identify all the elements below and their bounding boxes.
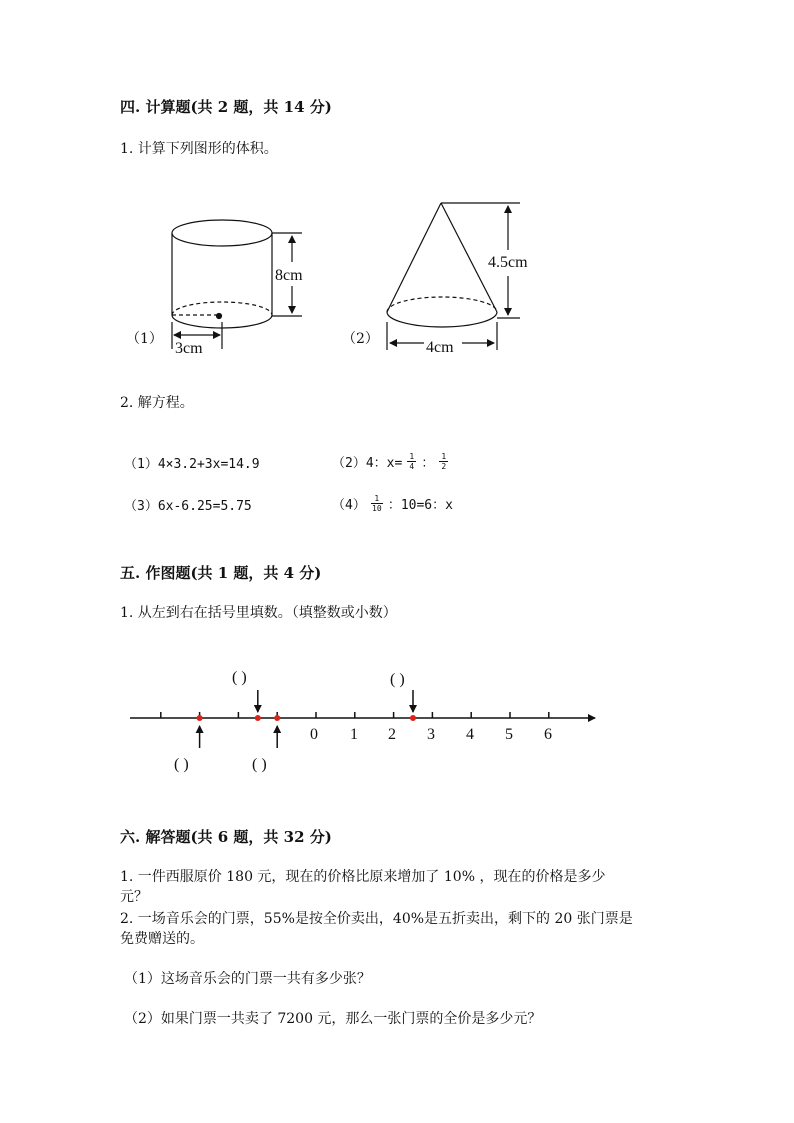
number-line-point xyxy=(274,715,280,721)
question-6-2-line-1: 2. 一场音乐会的门票，55%是按全价卖出，40%是五折卖出，剩下的 20 张门票是 xyxy=(120,911,633,927)
cone-index: （2） xyxy=(342,331,379,347)
tick-label: 1 xyxy=(350,726,358,743)
question-5-1: 1. 从左到右在括号里填数。（填整数或小数） xyxy=(120,605,397,621)
number-line-point xyxy=(255,715,261,721)
equation-4 xyxy=(332,489,453,517)
fraction-numerator: 1 xyxy=(374,493,380,503)
question-4-2: 2. 解方程。 xyxy=(120,395,194,411)
equation-1: （1）4×3.2+3x=14.9 xyxy=(124,457,260,472)
tick-label: 0 xyxy=(310,726,318,743)
cone-diameter-label: 4cm xyxy=(426,339,454,356)
tick-label: 5 xyxy=(505,726,513,743)
fraction-denominator: 2 xyxy=(441,461,447,471)
equation-2-fraction-2 xyxy=(439,452,448,471)
question-4-1: 1. 计算下列图形的体积。 xyxy=(120,141,278,157)
cone-base-back xyxy=(387,297,497,312)
equation-4-suffix: ：10=6：x xyxy=(387,497,453,513)
section-4-title: 四. 计算题(共 2 题，共 14 分) xyxy=(120,98,332,116)
cone-figure xyxy=(387,203,520,350)
equation-4-fraction xyxy=(371,494,383,513)
cylinder-index: （1） xyxy=(126,331,163,347)
blank-answer[interactable]: ( ) xyxy=(232,669,247,686)
equation-4-prefix: （4） xyxy=(332,497,366,513)
number-line-point xyxy=(197,715,203,721)
tick-label: 3 xyxy=(427,726,435,743)
number-line-point xyxy=(410,715,416,721)
blank-answer[interactable]: ( ) xyxy=(390,671,405,688)
equation-2 xyxy=(332,447,453,475)
cone-base-front xyxy=(387,312,497,327)
fraction-denominator: 10 xyxy=(372,503,382,513)
blank-answer[interactable]: ( ) xyxy=(174,756,189,773)
blank-answer[interactable]: ( ) xyxy=(252,756,267,773)
tick-label: 4 xyxy=(466,726,474,743)
tick-label: 2 xyxy=(388,726,396,743)
fraction-numerator: 1 xyxy=(409,451,415,461)
cylinder-radius-label: 3cm xyxy=(175,340,203,357)
cylinder-bottom-back xyxy=(172,302,272,315)
section-6-title: 六. 解答题(共 6 题，共 32 分) xyxy=(120,828,332,846)
equation-3: （3）6x-6.25=5.75 xyxy=(124,499,252,514)
cylinder-height-label: 8cm xyxy=(275,267,303,284)
question-6-2-sub-2: （2）如果门票一共卖了 7200 元，那么一张门票的全价是多少元？ xyxy=(124,1011,542,1027)
cone-left-edge xyxy=(387,203,441,312)
cylinder-center-dot xyxy=(217,314,222,319)
question-6-2-sub-1: （1）这场音乐会的门票一共有多少张？ xyxy=(124,971,371,987)
tick-label: 6 xyxy=(544,726,552,743)
equation-2-prefix: （2）4：x= xyxy=(332,455,403,471)
cone-height-label: 4.5cm xyxy=(488,254,528,271)
fraction-denominator: 4 xyxy=(409,461,415,471)
fraction-numerator: 1 xyxy=(441,451,447,461)
section-5-title: 五. 作图题(共 1 题，共 4 分) xyxy=(120,564,322,582)
cylinder-top xyxy=(172,220,272,246)
question-6-2-line-2: 免费赠送的。 xyxy=(120,931,204,947)
question-6-1-line-2: 元？ xyxy=(120,889,148,905)
equation-2-separator: ： xyxy=(421,455,435,471)
equation-2-fraction-1 xyxy=(407,452,416,471)
question-6-1-line-1: 1. 一件西服原价 180 元，现在的价格比原来增加了 10% ，现在的价格是多少 xyxy=(120,869,606,885)
